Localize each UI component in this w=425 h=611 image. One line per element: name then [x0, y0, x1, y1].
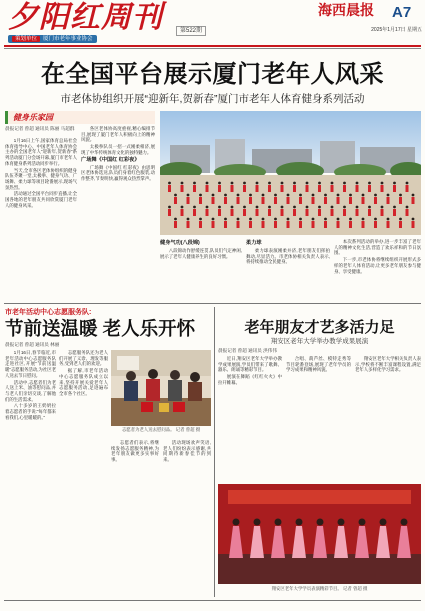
article-column	[160, 239, 242, 300]
performer	[362, 197, 365, 204]
paragraph: 1月16日上午,国家体育总局社会体育指导中心、中国老年人体育协会主办的全国老年人“迎新年,贺新春”系列活动厦门分会场开幕,厦门市老年人体育健身系列活动同步举行。	[5, 138, 77, 166]
paragraph: 活动现场欢声笑语,老人们纷纷表示感谢,共同期待新春佳节的到来。	[163, 440, 211, 463]
performer	[349, 197, 352, 204]
performer-head	[324, 218, 327, 221]
performer	[387, 221, 390, 228]
photo-plaza-svg	[160, 111, 421, 235]
performer	[218, 185, 221, 192]
performer	[349, 221, 352, 228]
performer	[218, 209, 221, 216]
performer-head	[262, 194, 265, 197]
performer	[381, 209, 384, 216]
performer	[262, 197, 265, 204]
dancer-head	[296, 519, 303, 526]
dancer-head	[317, 519, 324, 526]
byline: 晨报记者 曾超 通讯员 洪伟伟	[218, 348, 277, 353]
performer	[243, 209, 246, 216]
performer-head	[393, 206, 396, 209]
photo-volunteers	[111, 350, 211, 426]
performer-head	[237, 218, 240, 221]
performer	[193, 185, 196, 192]
column-ribbon: 健身乐家园	[5, 111, 155, 124]
performer	[381, 185, 384, 192]
performer	[174, 197, 177, 204]
performer-head	[206, 182, 209, 185]
paper-logo: 海西晨报	[318, 4, 374, 19]
paragraph: 本次系列活动的举办,进一步丰富了老年人的精神文化生活,营造了欢乐祥和的节日氛围。	[334, 239, 421, 256]
performer-head	[362, 194, 365, 197]
performer	[293, 209, 296, 216]
performer	[343, 209, 346, 216]
performer	[356, 209, 359, 216]
main-subheadline: 市老体协组织开展“迎新年,贺新春”厦门市老年人体育健身系列活动	[60, 93, 365, 105]
performer-head	[293, 206, 296, 209]
performer	[337, 197, 340, 204]
performer	[256, 185, 259, 192]
performer-head	[406, 182, 409, 185]
performer-head	[218, 182, 221, 185]
section-divider	[4, 303, 421, 304]
main-headline: 在全国平台展示厦门老年人风采	[41, 61, 384, 88]
performer	[318, 209, 321, 216]
performer-head	[331, 206, 334, 209]
paragraph: 活动通过全国平台同步直播,让全国各地的老年朋友共同欣赏厦门老年人的健身风采。	[5, 191, 77, 208]
host-strip	[8, 35, 97, 43]
performer-head	[406, 206, 409, 209]
column-divider	[214, 307, 215, 597]
section-subhead: 柔力球	[246, 240, 262, 246]
performer	[224, 221, 227, 228]
performer	[181, 209, 184, 216]
performer	[406, 209, 409, 216]
performer-head	[306, 182, 309, 185]
performer-head	[387, 218, 390, 221]
dancer-head	[380, 519, 387, 526]
performer-head	[343, 182, 346, 185]
article-column	[218, 356, 282, 480]
performer-head	[268, 206, 271, 209]
performer-head	[231, 182, 234, 185]
performer	[256, 209, 259, 216]
paragraph: 志愿者们表示,将继续发扬志愿服务精神,为老年朋友做更多实事好事。	[111, 440, 159, 463]
footer-rule	[4, 600, 421, 601]
performer-head	[399, 194, 402, 197]
performer-head	[287, 218, 290, 221]
performer-head	[337, 218, 340, 221]
performer-head	[174, 218, 177, 221]
paragraph: 活动中,志愿者们为老人送上米、油等慰问品,并与老人们亲切交谈,了解他们的生活需求。	[5, 379, 56, 402]
article-headline: 节前送温暖 老人乐开怀	[5, 318, 196, 339]
paragraph: 广场舞《中国红 红彩夜》由思明区老体协选送,队员们身着红色服装,动作整齐,节奏明快,赢得观众热烈掌声。	[81, 164, 155, 181]
performer	[231, 209, 234, 216]
article-column	[5, 350, 56, 597]
performer-head	[224, 194, 227, 197]
paragraph: 近日,翔安区老年大学举办教学成果展演,学员们带来了歌舞、器乐、朗诵等精彩节目。	[218, 356, 282, 373]
paragraph: 翔安区老年大学相关负责人表示,学校将不断丰富课程设置,满足老年人多样化学习需求。	[355, 356, 421, 373]
dancer-head	[233, 519, 240, 526]
paragraph: 下一步,市老体协将继续组织开展形式多样的老年人体育活动,让更多老年朋友参与健身、享受健康。	[334, 257, 421, 274]
article-column	[5, 138, 77, 300]
header-rule	[4, 45, 421, 47]
article-column	[111, 440, 159, 597]
performer	[281, 185, 284, 192]
performer	[268, 209, 271, 216]
performer-head	[349, 218, 352, 221]
performer	[187, 197, 190, 204]
performer-head	[193, 182, 196, 185]
performer-head	[299, 194, 302, 197]
performer-head	[412, 218, 415, 221]
host-name: 厦门市老年事业协会	[43, 36, 93, 42]
performer	[212, 197, 215, 204]
performer-head	[312, 194, 315, 197]
performer-head	[331, 182, 334, 185]
performer	[356, 185, 359, 192]
paragraph: 八段锦动作舒缓连贯,队员们气定神闲,展示了老年人健康养生的良好习惯。	[160, 248, 242, 259]
performer	[299, 221, 302, 228]
performer	[368, 209, 371, 216]
performer	[312, 197, 315, 204]
performer	[331, 185, 334, 192]
performer	[249, 221, 252, 228]
dancer-head	[254, 519, 261, 526]
article-column	[59, 350, 108, 597]
dancer-head	[275, 519, 282, 526]
photo-plaza-performance	[160, 111, 421, 235]
performer	[206, 185, 209, 192]
performer-head	[374, 218, 377, 221]
performer	[412, 197, 415, 204]
performer	[393, 209, 396, 216]
performer-head	[387, 194, 390, 197]
performer	[343, 185, 346, 192]
performer	[374, 221, 377, 228]
performer	[299, 197, 302, 204]
paragraph: 当天,全市各区老体协组织的健身队伍齐聚一堂,太极拳、健身气功、广场舞、柔力球等项目轮番展示,现场气氛热烈。	[5, 167, 77, 190]
performer	[312, 221, 315, 228]
performer-head	[287, 194, 290, 197]
article-subheadline: 翔安区老年大学举办教学成果展演	[270, 338, 369, 345]
performer	[306, 209, 309, 216]
performer	[237, 221, 240, 228]
performer-head	[337, 194, 340, 197]
issue-number: 第522期	[176, 26, 206, 36]
photo-volunteers-svg	[111, 350, 211, 426]
performer-head	[168, 206, 171, 209]
performer	[362, 221, 365, 228]
performer	[187, 221, 190, 228]
performer-head	[356, 206, 359, 209]
paragraph: 1月16日,春节临近,市老年活动中心志愿服务队走进社区,开展“节前送温暖”志愿服务活动,为社区老人送去节日慰问。	[5, 350, 56, 378]
article-kicker: 市老年活动中心志愿服务队:	[5, 309, 92, 316]
article-column	[246, 239, 330, 300]
issue-date: 2025年1月17日 星期五	[371, 27, 422, 33]
performer	[331, 209, 334, 216]
performer-head	[187, 218, 190, 221]
performer	[224, 197, 227, 204]
performer-head	[412, 194, 415, 197]
performer	[193, 209, 196, 216]
performer-head	[199, 218, 202, 221]
paragraph: 展演在舞蹈《红红火火》中拉开帷幕。	[218, 374, 282, 385]
masthead: 夕阳红周刊	[8, 1, 163, 34]
host-label: 策划单位	[12, 36, 40, 42]
performer	[306, 185, 309, 192]
performer	[387, 197, 390, 204]
performer-head	[218, 206, 221, 209]
performer-head	[224, 218, 227, 221]
performer-head	[368, 182, 371, 185]
performer	[168, 185, 171, 192]
performer	[262, 221, 265, 228]
performer-head	[249, 218, 252, 221]
performer	[393, 185, 396, 192]
performer-head	[231, 206, 234, 209]
performer	[243, 185, 246, 192]
performer	[199, 221, 202, 228]
performer-head	[212, 194, 215, 197]
section-subhead: 健身气功(八段锦)	[160, 240, 200, 246]
performer-head	[299, 218, 302, 221]
byline: 晨报记者 曾超 通讯员 林丽	[5, 342, 60, 347]
performer	[274, 197, 277, 204]
performer	[318, 185, 321, 192]
performer	[374, 197, 377, 204]
performer-head	[256, 182, 259, 185]
performer	[168, 209, 171, 216]
article-headline: 老年朋友才艺多活力足	[244, 319, 395, 336]
performer-head	[399, 218, 402, 221]
performer-head	[293, 182, 296, 185]
paragraph: 柔力球表演刚柔并济,老年朋友们挥拍舞动,尽显活力。市老体协相关负责人表示,将持续推动全民健身。	[246, 248, 330, 265]
paragraph: 志愿服务队还为老人们开展了义诊、理发等服务,受到老人们的欢迎。	[59, 350, 108, 367]
performer-head	[212, 218, 215, 221]
article-column	[163, 440, 211, 597]
performer-head	[206, 206, 209, 209]
performer	[406, 185, 409, 192]
performer	[287, 221, 290, 228]
performer-head	[168, 182, 171, 185]
paragraph: 据了解,市老年活动中心志愿服务队成立以来,坚持开展关爱老年人志愿服务活动,足迹遍布全市各个社区。	[59, 368, 108, 396]
performer-head	[324, 194, 327, 197]
performer-head	[349, 194, 352, 197]
performer	[249, 197, 252, 204]
article-column	[81, 126, 155, 300]
performer	[324, 197, 327, 204]
performer-head	[256, 206, 259, 209]
performer-head	[312, 218, 315, 221]
header-rule-thin	[4, 48, 421, 49]
performer-head	[249, 194, 252, 197]
performer-head	[306, 206, 309, 209]
performer	[281, 209, 284, 216]
performer-head	[362, 218, 365, 221]
performer-head	[237, 194, 240, 197]
performer	[206, 209, 209, 216]
page-number: A7	[392, 4, 412, 21]
performer	[274, 221, 277, 228]
performer	[293, 185, 296, 192]
paragraph: 各区老体协高度重视,精心编排节目,展现了厦门老年人积极向上的精神风貌。	[81, 126, 155, 143]
performer-head	[374, 194, 377, 197]
dancer-head	[401, 519, 408, 526]
article-column	[286, 356, 351, 480]
performer-head	[318, 182, 321, 185]
performer-head	[274, 194, 277, 197]
article-column	[355, 356, 421, 480]
performer-head	[368, 206, 371, 209]
performer	[199, 197, 202, 204]
photo-stage-performance	[218, 484, 421, 584]
paragraph: 太极拳队员一招一式刚柔相济,展现了中华传统体育文化的独特魅力。	[81, 144, 155, 155]
performer	[174, 221, 177, 228]
performer-head	[343, 206, 346, 209]
performer-head	[187, 194, 190, 197]
photo-stage-svg	[218, 484, 421, 584]
article-column	[334, 239, 421, 300]
performer-head	[262, 218, 265, 221]
performer-head	[381, 206, 384, 209]
performer	[268, 185, 271, 192]
performer-head	[199, 194, 202, 197]
performer	[212, 221, 215, 228]
performer	[368, 185, 371, 192]
photo-caption: 志愿者为老人送去慰问品。 记者 曾超 摄	[121, 427, 201, 432]
performer-head	[243, 206, 246, 209]
paragraph: 合唱、葫芦丝、模特走秀等节目轮番登场,展现了老年学员的学习成果和精神风貌。	[286, 356, 351, 373]
performer	[412, 221, 415, 228]
performer	[399, 221, 402, 228]
performer-head	[356, 182, 359, 185]
dancer-head	[338, 519, 345, 526]
photo-caption: 翔安区老年大学学员表演精彩节目。 记者 曾超 摄	[271, 586, 368, 591]
performer	[324, 221, 327, 228]
performer	[287, 197, 290, 204]
performer-head	[181, 182, 184, 185]
performer	[337, 221, 340, 228]
performer-head	[243, 182, 246, 185]
performer	[237, 197, 240, 204]
performer-head	[393, 182, 396, 185]
byline: 晨报记者 曾超 通讯员 陈丽 马超群	[5, 126, 75, 131]
performer-head	[193, 206, 196, 209]
performer-head	[281, 182, 284, 185]
performer-head	[174, 194, 177, 197]
performer-head	[281, 206, 284, 209]
performer-head	[181, 206, 184, 209]
performer-head	[274, 218, 277, 221]
performer-head	[381, 182, 384, 185]
paragraph: 八十多岁的王奶奶拉着志愿者的手说:“每年都来看我们,心里暖暖的。”	[5, 403, 56, 420]
performer	[399, 197, 402, 204]
performer	[231, 185, 234, 192]
performer	[181, 185, 184, 192]
performer-head	[318, 206, 321, 209]
dancer-head	[359, 519, 366, 526]
section-subhead: 广场舞《中国红 红彩夜》	[81, 156, 140, 163]
performer-head	[268, 182, 271, 185]
